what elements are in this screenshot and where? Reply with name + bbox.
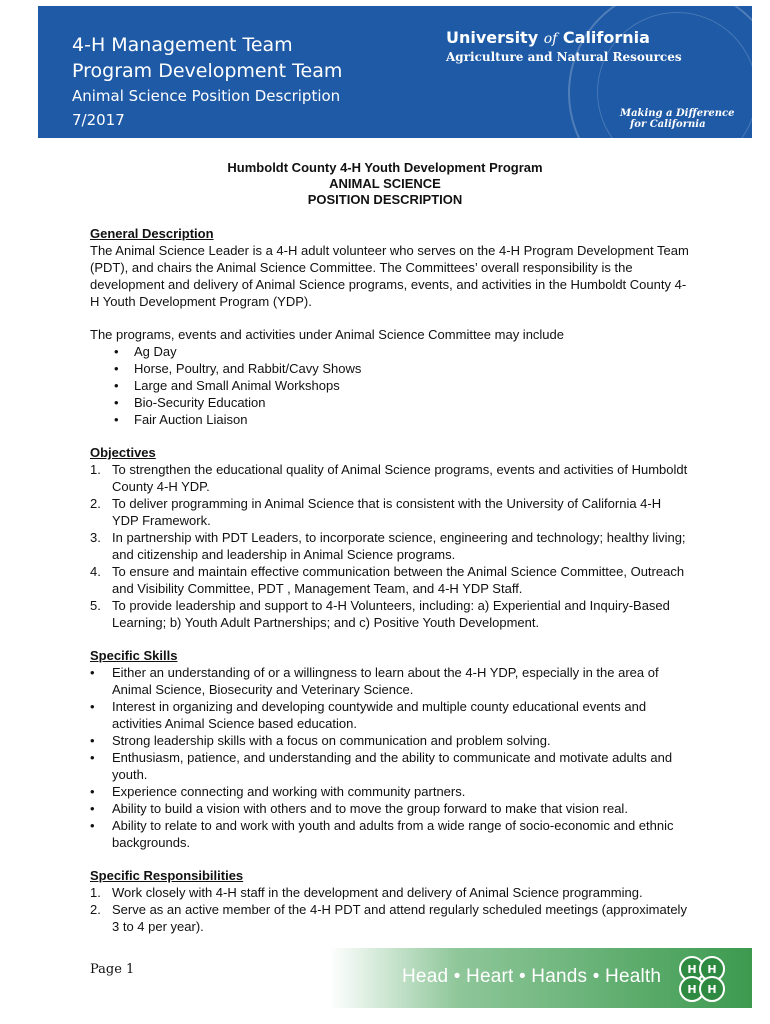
list-item: 2. To deliver programming in Animal Science that is consistent with the University of California 4-H YDP Framework. (90, 496, 662, 528)
list-item: • Strong leadership skills with a focus on communication and problem solving. (90, 732, 690, 749)
uc-name-a: University (446, 28, 539, 47)
document-title (0, 160, 770, 208)
list-item: • Interest in organizing and developing countywide and multiple county educational events and activities Animal Science based education. (90, 698, 690, 732)
objective-text: To ensure and maintain effective communication between the Animal Science Committee, Outreach and Visibility Committee, PDT , Management Team, and 4-H YDP Staff. (112, 564, 685, 596)
uc-anr-logo (446, 28, 682, 64)
document-body (90, 225, 690, 935)
document-title-3: POSITION DESCRIPTION (307, 192, 463, 207)
list-item: 5. To provide leadership and support to 4-H Volunteers, including: a) Experiential and Inquiry-Based Learning; b) Youth Adult Partnerships; and c) Positive Youth Development. (90, 598, 670, 630)
list-item: 2. Serve as an active member of the 4-H PDT and attend regularly scheduled meetings (approximately 3 to 4 per year). (90, 902, 687, 934)
list-item: • Ability to build a vision with others and to move the group forward to make that vision real. (90, 800, 690, 817)
header-banner (38, 6, 752, 138)
list-item: • Experience connecting and working with community partners. (90, 783, 690, 800)
header-subtitle: Animal Science Position Description (72, 87, 341, 105)
list-item: • Large and Small Animal Workshops (114, 377, 690, 394)
list-item: • Ability to relate to and work with youth and adults from a wide range of socio-economic and ethnic backgrounds. (90, 817, 690, 851)
footer-tagline: Head • Heart • Hands • Health (402, 966, 662, 987)
four-h-clover-icon (674, 951, 730, 1007)
list-item: • Enthusiasm, patience, and understanding and the ability to communicate and motivate adults and youth. (90, 749, 690, 783)
uc-tagline (620, 108, 734, 130)
list-item: 4. To ensure and maintain effective communication between the Animal Science Committee, Outreach and Visibility Committee, PDT , Management Team, and 4-H YDP Staff. (90, 564, 685, 596)
header-title-2: Program Development Team (72, 60, 343, 82)
objective-text: To provide leadership and support to 4-H Volunteers, including: a) Experiential and Inquiry-Based Learning; b) Youth Adult Partnerships; and c) Positive Youth Development. (112, 598, 670, 630)
general-heading: General Description (90, 226, 214, 241)
programs-list (90, 343, 690, 428)
page-number: Page 1 (90, 962, 135, 977)
list-item: 3. In partnership with PDT Leaders, to incorporate science, engineering and technology; healthy living; and citizenship and leadership in Animal Science programs. (90, 530, 686, 562)
list-item: • Either an understanding of or a willingness to learn about the 4-H YDP, especially in the area of Animal Science, Biosecurity and Veterinary Science. (90, 664, 690, 698)
list-item: • Bio-Security Education (114, 394, 690, 411)
uc-division: Agriculture and Natural Resources (446, 50, 682, 64)
skills-heading: Specific Skills (90, 648, 178, 663)
list-item: 1. Work closely with 4-H staff in the development and delivery of Animal Science programming. (90, 885, 643, 900)
objective-text: To strengthen the educational quality of Animal Science programs, events and activities of Humboldt County 4-H YDP. (112, 462, 688, 494)
responsibilities-list (90, 884, 690, 935)
responsibilities-heading: Specific Responsibilities (90, 868, 244, 883)
uc-tagline-1: Making a Difference (620, 108, 735, 119)
footer-band (330, 948, 752, 1008)
skills-list (90, 664, 690, 851)
uc-tagline-2: for California (630, 119, 706, 130)
document-title-1: Humboldt County 4-H Youth Development Program (227, 160, 543, 175)
svg-text:H: H (707, 963, 717, 976)
responsibility-text: Work closely with 4-H staff in the development and delivery of Animal Science programming. (112, 885, 643, 900)
list-item: • Fair Auction Liaison (114, 411, 690, 428)
objective-text: In partnership with PDT Leaders, to incorporate science, engineering and technology; healthy living; and citizenship and leadership in Animal Science programs. (112, 530, 686, 562)
document-title-2: ANIMAL SCIENCE (329, 176, 441, 191)
svg-text:H: H (707, 983, 717, 996)
list-item: • Ag Day (114, 343, 690, 360)
list-item: • Horse, Poultry, and Rabbit/Cavy Shows (114, 360, 690, 377)
objectives-heading: Objectives (90, 445, 156, 460)
uc-name-b: California (562, 28, 650, 47)
list-item: 1. To strengthen the educational quality of Animal Science programs, events and activities of Humboldt County 4-H YDP. (90, 462, 688, 494)
objective-text: To deliver programming in Animal Science that is consistent with the University of California 4-H YDP Framework. (112, 496, 662, 528)
objectives-list (90, 461, 690, 631)
uc-name-of: of (543, 31, 558, 47)
header-title-1: 4-H Management Team (72, 34, 293, 56)
svg-text:H: H (687, 963, 697, 976)
responsibility-text: Serve as an active member of the 4-H PDT and attend regularly scheduled meetings (approximately 3 to 4 per year). (112, 902, 687, 934)
general-text: The Animal Science Leader is a 4-H adult volunteer who serves on the 4-H Program Development Team (PDT), and chairs the Animal Science Committee. The Committees’ overall responsibility is the development and delivery of Animal Science programs, events, and activities in the Humboldt County 4-H Youth Development Program (YDP). (90, 243, 689, 309)
svg-text:H: H (687, 983, 697, 996)
header-date: 7/2017 (72, 111, 125, 129)
programs-intro: The programs, events and activities under Animal Science Committee may include (90, 327, 564, 342)
